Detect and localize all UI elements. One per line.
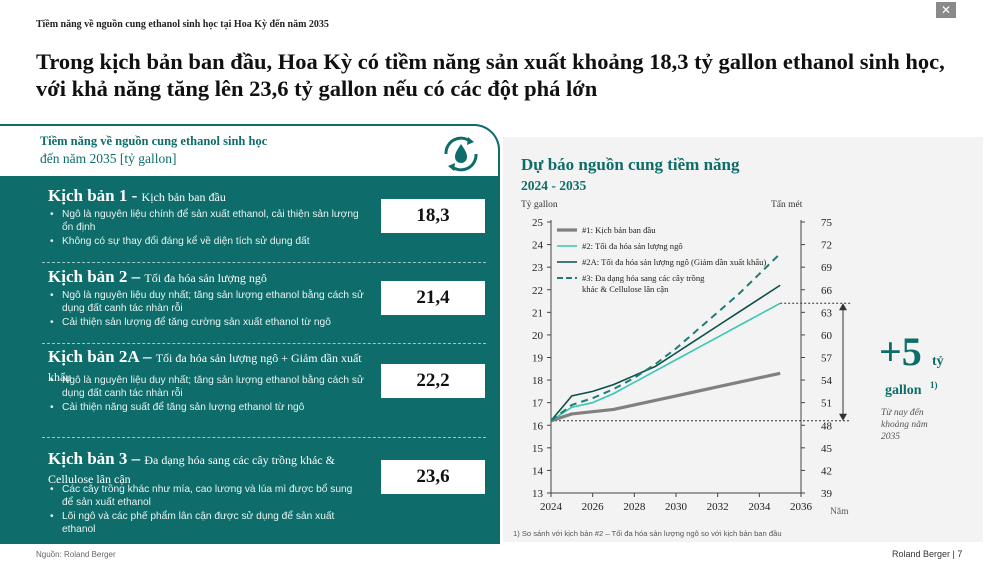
scenario-value: 23,6 <box>381 460 485 494</box>
bullet: • Cải thiện sản lượng để tăng cường sản xuất ethanol từ ngô <box>50 317 365 330</box>
scenario-bullets <box>50 484 365 538</box>
scenario-subtitle: Tối đa hóa sản lượng ngô + Giảm dần xuất khẩu <box>48 351 362 384</box>
supply-forecast-chart <box>503 137 983 542</box>
y-tick-label: 21 <box>532 307 543 320</box>
scenario-title <box>48 187 378 206</box>
y-tick-label: 23 <box>532 262 543 275</box>
y2-tick-label: 54 <box>821 375 832 388</box>
legend-label: #3: Đa dạng hóa sang các cây trồng <box>582 273 705 283</box>
top-label: Tiềm năng về nguồn cung ethanol sinh học tại Hoa Kỳ đến năm 2035 <box>36 19 329 30</box>
bullet: • Ngô là nguyên liệu duy nhất; tăng sản lượng ethanol bằng cách sử dụng đất canh tác nhàn rỗi <box>50 290 365 315</box>
scenario-title <box>48 450 378 488</box>
scenario-value: 22,2 <box>381 364 485 398</box>
y2-tick-label: 63 <box>821 307 832 320</box>
bullet: • Các cây trồng khác như mía, cao lương và lúa mì được bổ sung để sản xuất ethanol <box>50 484 365 509</box>
y2-tick-label: 51 <box>821 397 832 410</box>
scenario-title-text: Kịch bản 3 – <box>48 449 145 468</box>
y-tick-label: 15 <box>532 442 543 455</box>
legend-label-cont: khác & Cellulose lân cận <box>582 284 669 294</box>
scenario-value: 18,3 <box>381 199 485 233</box>
chart-card <box>503 137 983 542</box>
y-tick-label: 13 <box>532 488 543 500</box>
y2-tick-label: 42 <box>821 465 832 478</box>
water-drop-cycle-icon <box>438 132 484 176</box>
series-line <box>551 303 780 420</box>
legend-label: #2A: Tối đa hóa sản lượng ngô (Giảm dần xuất khẩu) <box>582 257 767 267</box>
divider <box>42 262 486 263</box>
x-tick-label: 2028 <box>623 501 646 513</box>
y2-tick-label: 60 <box>821 329 832 342</box>
y-tick-label: 20 <box>532 329 543 342</box>
y-tick-label: 19 <box>532 352 543 365</box>
y2-tick-label: 75 <box>821 217 832 229</box>
y2-tick-label: 45 <box>821 442 832 455</box>
range-arrow-head-up <box>839 303 847 310</box>
scenario-title-text: Kịch bản 1 - <box>48 186 142 205</box>
chart-subtitle: 2024 - 2035 <box>521 178 587 193</box>
y-tick-label: 22 <box>532 284 543 297</box>
chart-title: Dự báo nguồn cung tiềm năng <box>521 155 740 174</box>
annotation-sup: 1) <box>930 380 938 390</box>
scenario-subtitle: Tối đa hóa sản lượng ngô <box>144 271 267 285</box>
bullet: • Ngô là nguyên liệu duy nhất; tăng sản lượng ethanol bằng cách sử dụng đất canh tác nhàn rỗi <box>50 375 365 400</box>
panel-header <box>0 124 500 178</box>
scenario-title-text: Kịch bản 2 – <box>48 267 145 286</box>
legend-label: #2: Tối đa hóa sản lượng ngô <box>582 241 683 251</box>
scenario-subtitle: Đa dạng hóa sang các cây trồng khác & Cellulose lân cận <box>48 453 335 486</box>
brand-footer: Roland Berger | 7 <box>892 549 963 559</box>
y-axis-label: Tỷ gallon <box>521 200 558 210</box>
scenario-subtitle: Kịch bản ban đầu <box>141 190 226 204</box>
scenario-panel <box>0 124 500 544</box>
series-line <box>551 373 780 420</box>
page-title <box>36 48 976 102</box>
annotation-note-1: Từ nay đến <box>881 408 924 418</box>
x-tick-label: 2032 <box>706 501 729 513</box>
x-axis-label: Năm <box>830 507 849 517</box>
bullet: • Cải thiện năng suất để tăng sản lượng ethanol từ ngô <box>50 402 365 415</box>
panel-title-line-2: đến năm 2035 [tỷ gallon] <box>40 151 177 166</box>
chart-footnote: 1) So sánh với kịch bản #2 – Tối đa hóa sản lượng ngô so với kịch bản ban đầu <box>513 529 782 538</box>
y-tick-label: 18 <box>532 375 543 388</box>
range-arrow-head-down <box>839 414 847 421</box>
divider <box>42 343 486 344</box>
x-tick-label: 2034 <box>748 501 771 513</box>
y-tick-label: 14 <box>532 465 543 478</box>
y2-tick-label: 39 <box>821 488 832 500</box>
y2-tick-label: 66 <box>821 284 832 297</box>
bullet: • Ngô là nguyên liệu chính để sản xuất ethanol, cải thiện sản lượng ổn định <box>50 209 365 234</box>
annotation-unit-a: tỷ <box>932 354 944 369</box>
annotation-note-2: khoảng năm <box>881 420 928 430</box>
bullet: • Không có sự thay đổi đáng kể về diện tích sử dụng đất <box>50 236 365 249</box>
scenario-bullets <box>50 290 365 332</box>
legend-label: #1: Kịch bản ban đầu <box>582 225 656 235</box>
close-icon[interactable]: ✕ <box>936 2 956 18</box>
y-tick-label: 24 <box>532 239 543 252</box>
x-tick-label: 2024 <box>540 501 562 513</box>
x-tick-label: 2030 <box>665 501 687 513</box>
annotation-big-value: +5 <box>879 329 922 374</box>
panel-title-line-1: Tiềm năng về nguồn cung ethanol sinh học <box>40 134 268 148</box>
y2-tick-label: 72 <box>821 239 832 252</box>
y2-tick-label: 57 <box>821 352 832 365</box>
y-tick-label: 16 <box>532 420 543 433</box>
scenario-value: 21,4 <box>381 281 485 315</box>
scenario-title <box>48 268 378 287</box>
scenario-bullets <box>50 209 365 251</box>
y2-tick-label: 48 <box>821 420 832 433</box>
bullet: • Lõi ngô và các phế phẩm lân cận được sử dụng để sản xuất ethanol <box>50 511 365 536</box>
scenario-title-text: Kịch bản 2A – <box>48 347 156 366</box>
y-tick-label: 25 <box>532 217 543 229</box>
x-tick-label: 2036 <box>790 501 812 513</box>
headline-line-1: Trong kịch bản ban đầu, Hoa Kỳ có tiềm năng sản xuất khoảng 18,3 tỷ gallon ethanol sinh học, <box>36 49 945 74</box>
divider <box>42 437 486 438</box>
headline-line-2: với khả năng tăng lên 23,6 tỷ gallon nếu có các đột phá lớn <box>36 76 598 101</box>
y2-axis-label: Tấn mét <box>771 200 803 210</box>
source-note: Nguồn: Roland Berger <box>36 550 116 559</box>
annotation-note-3: 2035 <box>881 432 900 442</box>
y2-tick-label: 69 <box>821 262 832 275</box>
scenario-bullets <box>50 375 365 417</box>
x-tick-label: 2026 <box>581 501 604 513</box>
y-tick-label: 17 <box>532 397 543 410</box>
annotation-unit-b: gallon <box>885 383 922 398</box>
